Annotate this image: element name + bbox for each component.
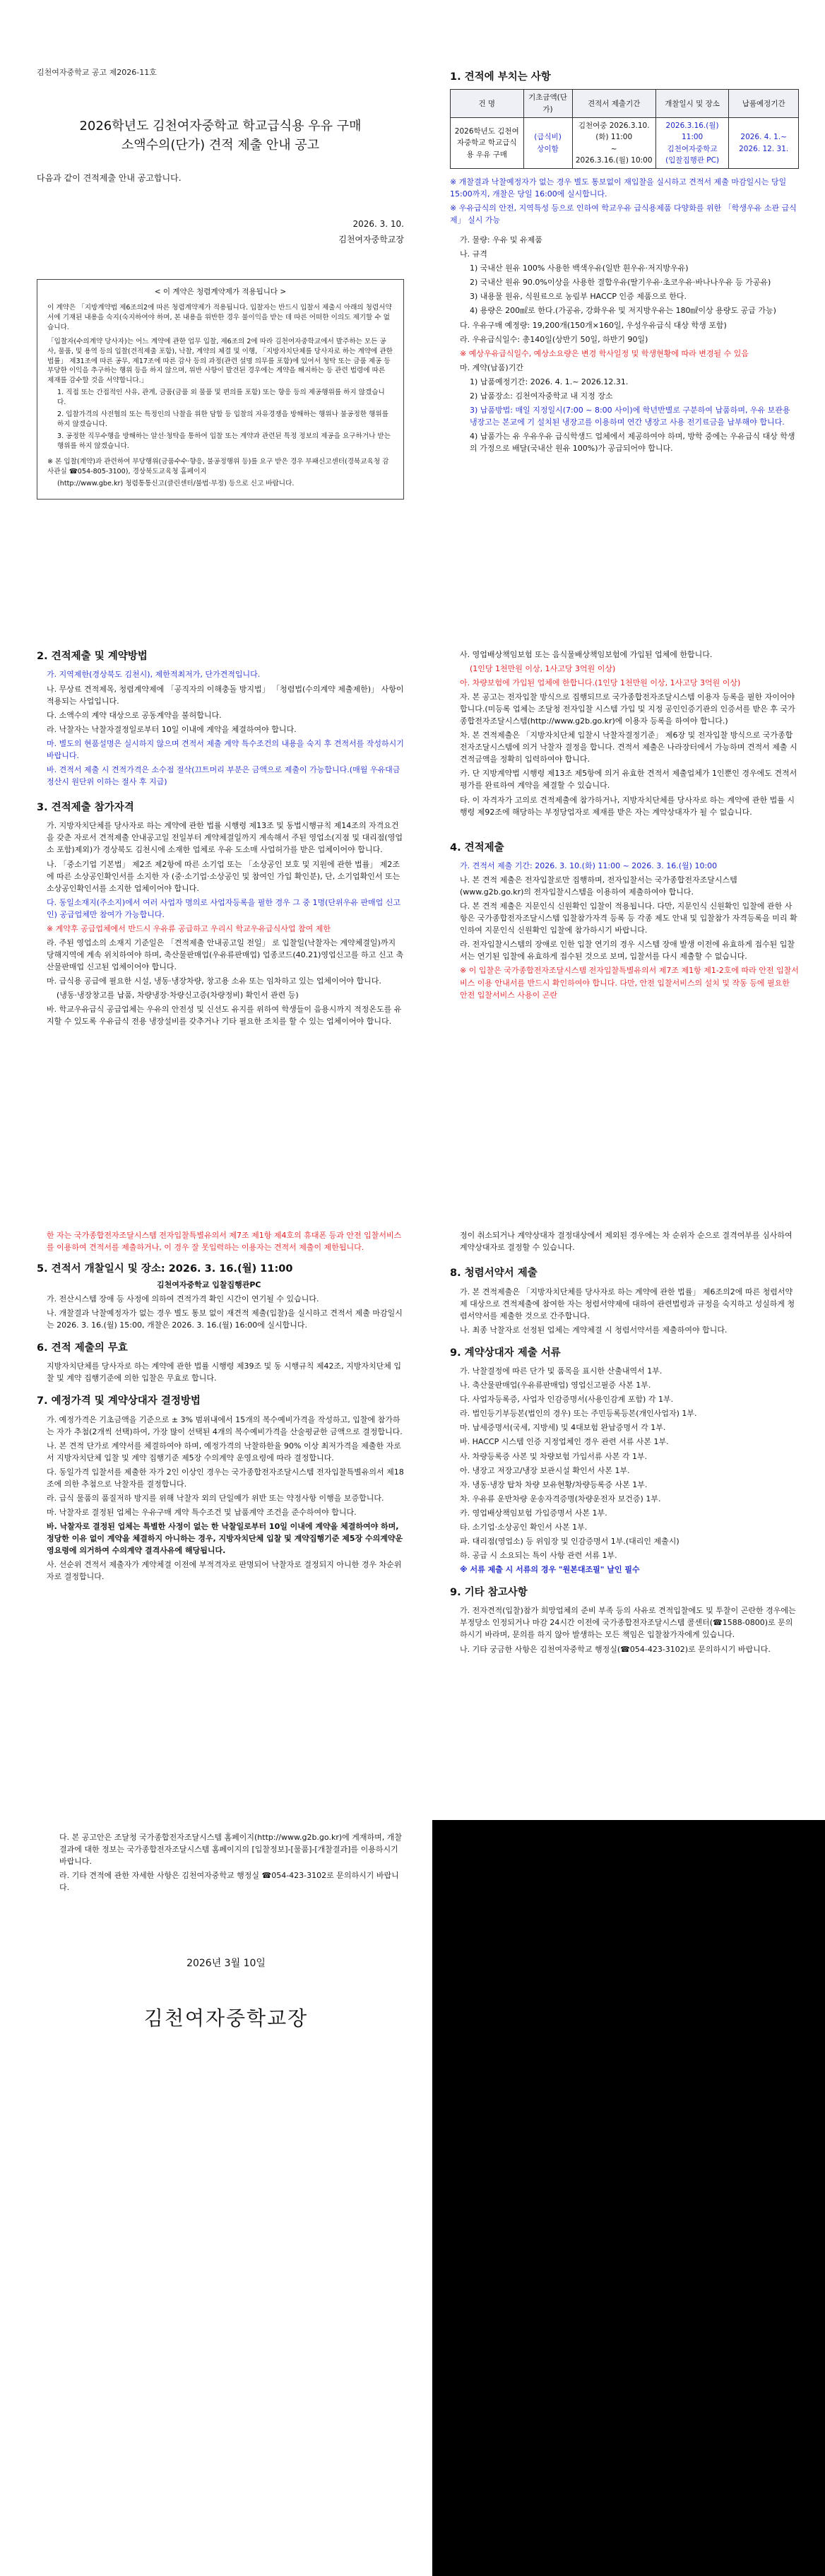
page2-left [37,649,404,1029]
page2-right [450,649,799,1003]
item-ma: 마. 계약(납품)기간 [460,362,523,372]
section-10-heading: 9. 기타 참고사항 [450,1586,528,1598]
qual-item: 사. 영업배상책임보험 또는 음식물배상책임보험에 가입된 업체에 한합니다. [460,650,713,659]
signature-date: 2026년 3월 10일 [186,1958,266,1970]
section-3-heading: 3. 견적제출 참가자격 [37,801,134,813]
contract-item: 3) 납품방법: 매일 지정일시(7:00 ~ 8:00 사이)에 학년반별로 구분하여 납품하며, 우유 보관용 냉장고는 본교에 기 설치된 냉장고를 이용하며 연간 냉장고 사용 전기료금을 납부해야 합니다. [470,405,790,427]
safety-continuation: 한 자는 국가종합전자조달시스템 전자입찰특별유의서 제7조 제1항 제4호의 휴대폰 등과 안전 입찰서비스를 이용하여 견적서를 제출하거나, 이 경우 잘 못입력하는 이용자는 견적서 제출이 제한됩니다. [47,1231,402,1253]
s7-continuation: 정이 취소되거나 계약상대자 결정대상에서 제외된 경우에는 차 순위자 순으로 결격여부를 심사하여 계약상대자로 결정할 수 있습니다. [460,1231,793,1253]
notice-star: (http://www.gbe.kr) 청렴통통신고(클린센터/불법·부정) 등으로 신고 바랍니다. [57,479,295,488]
s6-body: 지방자치단체를 당사자로 하는 계약에 관한 법률 시행령 제39조 및 동 시행규칙 제42조, 지방자치단체 입찰 및 계약 집행기준에 의한 입찰은 무효로 합니다. [47,1361,401,1383]
supply-note: ※ 우유급식의 안전, 지역특성 등으로 인하여 학교우유 급식용제품 다양화를 위한 「학생우유 소관 급식제」 실시 가능 [450,203,797,225]
s3-item: 바. 학교우유급식 공급업체는 우유의 안전성 및 신선도 유지를 위하여 학생들이 음용시까지 적정온도를 유지할 수 있도록 우유급식 전용 냉장설비를 갖추거나 기타 필요한 조치를 할 수 있는 업체이어야 합니다. [47,1005,402,1027]
s7-item: 사. 선순위 견적서 제출자가 계약체결 이전에 부적격자로 판명되어 낙찰자로 결정되지 아니한 경우 차순위자로 결정합니다. [47,1560,402,1582]
notice-item: 3. 공정한 직무수행을 방해하는 알선·청탁을 통하여 입찰 또는 계약과 관련된 특정 정보의 제공을 요구하거나 받는 행위를 하지 않겠습니다. [57,432,391,450]
cell-line: 2026.3.16.(월) 10:00 [575,155,653,165]
s2-item: 마. 별도의 현품설명은 실시하지 않으며 견적서 제출 계약 특수조건의 내용을 숙지 후 견적서를 작성하시기 바랍니다. [47,738,404,760]
s9-item: 라. 법인등기부등본(법인의 경우) 또는 주민등록등본(개인사업자) 1부. [460,1409,697,1419]
s4-item: 라. 전자입찰시스템의 장애로 인한 입찰 연기의 경우 시스템 장애 발생 이전에 유효하게 접수된 입찰서는 연기된 입찰에 유효하게 접수된 것으로 보며, 입찰서를 다시 제출할 수 없습니다. [460,940,795,962]
s4-item: 나. 본 견적 제출은 전자입찰로만 집행하며, 전자입찰서는 국가종합전자조달시스템(www.g2b.go.kr)의 전자입찰시스템을 이용하여 제출하여야 합니다. [460,875,737,897]
table-header: 견적서 제출기간 [572,90,655,118]
cell-line: (입찰집행관 PC) [665,155,720,165]
s9-item: 마. 납세증명서(국세, 지방세) 및 4대보험 완납증명서 각 1부. [460,1423,666,1433]
section-9-heading: 9. 계약상대자 제출 서류 [450,1347,561,1359]
qual-item: 타. 이 자격자가 고의로 견적제출에 참가하거나, 지방자치단체를 당사자로 하는 계약에 관한 법률 시행령 제92조에 해당하는 부정당업자로 제재를 받은 자는 계약상대자가 될 수 없습니다. [460,795,795,817]
integrity-notice-box [37,279,404,500]
s9-item: 가. 낙찰결정에 따른 단가 및 품목을 표시한 산출내역서 1부. [460,1366,663,1376]
s10-item: 가. 전자견적(입찰)참가 희망업체의 준비 부족 등의 사유로 견적입찰에도 및 투찰이 곤란한 경우에는 부정당소 인정되거나 마감 24시간 이전에 국가종합전자조달시스템 콜센터(☎1588-0800)로 문의하시기 바라며, 문의를 하지 않아 발생하는 모든 책임은 입찰참가자에게 있습니다. [460,1606,796,1640]
s9-item: 나. 축산물판매업(우유류판매업) 영업신고필증 사본 1부. [460,1381,651,1390]
contract-item: 4) 납품가는 유 우유우유 급식학생드 업체에서 제공하여야 하며, 방학 중에는 우유급식 대상 학생의 가정으로 배달(국내산 원유 100%)가 공급되어야 합니다. [470,431,795,453]
s7-item: 라. 급식 물품의 품질저하 방지를 위해 낙찰자 외의 단일예가 위반 또는 약정사항 이행을 보증합니다. [47,1494,384,1503]
signature-organization: 김천여자중학교장 [143,2006,309,2030]
table-cell [655,118,729,169]
table-header: 건 명 [451,90,524,118]
table-cell [523,118,572,169]
spec-item: 1) 국내산 원유 100% 사용한 백색우유(일반 흰우유·저지방우유) [470,264,689,273]
item-da: 다. 우유구매 예정량: 19,200개(150개×160일, 우성우유급식 대상 학생 포함) [460,320,727,330]
s9-item: 다. 사업자등록증, 사업자 인감증명서(사용인감계 포함) 각 1부. [460,1395,674,1405]
section-7-heading: 7. 예정가격 및 계약상대자 결정방법 [37,1395,201,1407]
s4-item: 다. 본 견적 제출은 지문인식 신원확인 입찰이 적용됩니다. 다만, 지문인식 신원확인 입찰에 관한 사항은 국가종합전자조달시스템 입찰참가자격 등록 등 각종 제도 안내 및 입찰참가 자격등록을 미리 확인하여 지문인식 신원확인 입찰에 참가하시기 바랍니다. [460,902,797,935]
s5-item: 가. 전산시스템 장애 등 사정에 의하여 견적가격 확인 시간이 연기될 수 있습니다. [47,1294,319,1304]
cell-line: 2026.3.16.(월) 11:00 [665,122,719,142]
item-ga: 가. 물량: 우유 및 유제품 [460,235,542,245]
s9-item: 사. 차량등록증 사본 및 차량보험 가입서류 사본 각 1부. [460,1451,648,1461]
s3-item: 마. 급식용 공급에 필요한 시설, 냉동·냉장차량, 창고용 소유 또는 임차하고 있는 업체이어야 합니다. [47,976,381,986]
s7-item: 가. 예정가격은 기초금액을 기준으로 ± 3% 범위내에서 15개의 복수예비가격을 작성하고, 입찰에 참가하는 자가 추첨(2개씩 선택)하여, 가장 많이 선택된 4개의 복수예비가격을 산술평균한 금액으로 결정합니다. [47,1414,403,1436]
s7-item: 나. 본 견적 단가로 계약서를 체결하여야 하며, 예정가격의 낙찰하한율 90% 이상 최저가격을 제출한 자로서 지방자치단체 입찰 및 계약 집행기준 제5장 수의계약 운영요령에 따라 결정합니다. [47,1441,401,1463]
s2-item: 다. 소액수의 계약 대상으로 공동계약을 불허합니다. [47,710,222,720]
table-row [451,118,799,169]
section-4-heading: 4. 견적제출 [450,841,504,853]
s8-item: 가. 본 견적제출은 「지방자치단체를 당사자로 하는 계약에 관한 법률」 제6조의2에 따른 청렴서약제 대상으로 견적제출에 참여한 자는 청렴서약제에 대하여 관련법령과 규정을 숙지하고 성실하게 청렴서약서를 제출한 것으로 간주합니다. [460,1287,795,1321]
cell-line: (급식비) [534,133,562,142]
section-6-heading: 6. 견적 제출의 무효 [37,1342,128,1354]
s9-item: 아. 냉장고 저장고/냉장 보관시설 확인서 사본 1부. [460,1465,630,1475]
schedule-table [450,89,799,169]
s4-warning: ※ 이 입찰은 국가종합전자조달시스템 전자입찰특별유의서 제7조 제1항 제1-2호에 따라 안전 입찰서비스 이용 안내서를 반드시 확인하여야 합니다. 다만, 안전 입찰서비스의 설치 및 작동 등에 필요한 안전 입찰서비스 사용이 곤란 [460,966,799,1000]
contract-item: 2) 납품장소: 김천여자중학교 내 지정 장소 [470,391,613,401]
item-na: 나. 규격 [460,249,487,259]
title-line-2: 소액수의(단가) 견적 제출 안내 공고 [121,138,320,153]
notice-item: 1. 직접 또는 간접적인 사유, 관계, 금품(금품 외 물품 및 편의를 포함) 또는 향응 등의 제공행위를 하지 않겠습니다. [57,389,385,407]
cell-line: ~ [610,144,617,153]
qual-item: (1인당 1천만원 이상, 1사고당 3억원 이상) [470,664,616,674]
s7-item: 다. 동일가격 입찰서를 제출한 자가 2인 이상인 경우는 국가종합전자조달시스템 전자입찰특별유의서 제18조에 의한 추첨으로 낙찰자를 결정합니다. [47,1467,404,1489]
notice-star: ※ 본 입찰(계약)과 관련하여 부당행위(금품수수·향응, 불공정행위 등)를 요구 받은 경우 부패신고센터(경북교육청 감사관실 ☎054-805-3100), 경상북도교육청 홈페이지 [47,457,389,475]
item-ra: 라. 우유급식일수: 총140일(상반기 50일, 하반기 90일) [460,334,648,344]
qual-item: 자. 본 공고는 전자입찰 방식으로 집행되므로 국가종합전자조달시스템 이용자 등록을 필한 자이어야 합니다.(미등록 업체는 조달청 전자입찰 시스템 가입 및 지정 공인인증기관의 인증서를 받은 후 국가종합전자조달시스템(http://www.g2b.go.kr)에 이용자 등록을 하여야 합니다.) [460,692,795,726]
section-5-heading: 5. 견적서 개찰일시 및 장소: 2026. 3. 16.(월) 11:00 [37,1263,293,1275]
section-1-heading: 1. 견적에 부치는 사항 [450,71,551,83]
section-2-heading: 2. 견적제출 및 계약방법 [37,651,148,662]
s3-item: 나. 「중소기업 기본법」 제2조 제2항에 따른 소기업 또는 「소상공인 보호 및 지원에 관한 법률」 제2조에 따른 소상공인확인서를 소지한 자 (중·소기업·소상공인 및 참여인 가입 확인분), 단, 소기업확인서 또는 소상공인확인서를 소지한 업체이어야 합니다. [47,859,400,893]
blank-page-area [432,1820,825,2576]
contract-item: 1) 납품예정기간: 2026. 4. 1.~ 2026.12.31. [470,377,629,386]
s9-item: 차. 우유류 운반차량 운송자격증명(차량운전자 보건증) 1부. [460,1494,661,1503]
table-header: 납품예정기간 [729,90,799,118]
s4-period: 가. 견적서 제출 기간: 2026. 3. 10.(화) 11:00 ~ 2026. 3. 16.(월) 10:00 [460,861,718,871]
footer-note: 다. 본 공고안은 조달청 국가종합전자조달시스템 홈페이지(http://www.g2b.go.kr)에 게재하며, 개찰결과에 대한 정보는 국가종합전자조달시스템 홈페이지의 [입찰정보]-[물품]-[개찰결과]를 이용하시기 바랍니다. [59,1833,402,1867]
s3-item: 라. 주된 영업소의 소재지 기준일은 「견적제출 안내공고일 전일」 로 입찰일(낙찰자는 계약체결일)까지 당해지역에 계속 위치하여야 하며, 축산물판매업(우유류판매업) 업종코드(40.21)영업신고를 하고 신고 축산물판매업 신고된 업체이어야 합니다. [47,938,404,971]
s3-item: 다. 동일소재지(주소지)에서 여러 사업자 명의로 사업자등록을 필한 경우 그 중 1명(단위우유 판매업 신고인) 공급업체만 참여가 가능합니다. [47,897,400,919]
s5-item: 나. 개찰결과 낙찰예정자가 없는 경우 별도 통보 없이 재견적 제출(입찰)을 실시하고 견적서 제출 마감일시는 2026. 3. 16.(월) 15:00, 개찰은 2026. 3. 16.(월) 16:00에 실시합니다. [47,1308,403,1330]
s8-item: 나. 최종 낙찰자로 선정된 업체는 계약체결 시 청렴서약서를 제출하여야 합니다. [460,1325,728,1335]
page4-left [49,1831,403,2033]
s2-item: 바. 견적서 제출 시 견적가격은 소수점 절삭(끄트머리 부분은 금액으로 제출이 가능합니다.(매월 우유대금 정산시 원단위 이하는 절사 후 지급) [47,764,400,786]
table-cell: 2026학년도 김천여자중학교 학교급식용 우유 구매 [451,118,524,169]
s7-item: 마. 낙찰자로 결정된 업체는 우유구매 계약 특수조건 및 납품계약 조건을 준수하여야 합니다. [47,1508,357,1518]
document-number: 김천여자중학교 공고 제2026-11호 [37,68,157,77]
spec-item: 2) 국내산 원유 90.0%이상을 사용한 결합우유(딸기우유·초코우유·바나나우유 등 가공유) [470,278,771,288]
s2-item: 라. 낙찰자는 낙찰자결정일로부터 10일 이내에 계약을 체결하여야 합니다. [47,724,297,734]
s2-item: 나. 무상료 견적제목, 청렴계약제에 「공직자의 이해충돌 방지법」 「청렴법(수의계약 제출제한)」 사항이 적용되는 사업입니다. [47,684,404,706]
estimate-warning: ※ 예상우유급식일수, 예상소요량은 변경 학사일정 및 학생현황에 따라 변경될 수 있음 [460,348,749,358]
notice-paragraph: 이 계약은 「지방계약법 제6조의2에 따른 청렴계약제가 적용됩니다. 입찰자는 반드시 입찰서 제출시 아래의 청렴서약서에 기재된 내용을 숙지(숙지하여야 하며, 본 내용을 위반한 경우 불이익을 받는 데 따른 어떠한 이의도 제기할 수 없습니다. [47,304,392,331]
page-title [37,117,404,155]
s9-item: 바. HACCP 시스템 인증 지정업체인 경우 관련 서류 사본 1부. [460,1437,669,1447]
notice-heading: < 이 계약은 청렴계약제가 적용됩니다 > [154,287,287,296]
rebid-note: ※ 개찰결과 낙찰예정자가 없는 경우 별도 통보없이 재입찰을 실시하고 견적서 제출 마감일시는 당일 15:00까지, 개찰은 당일 16:00에 실시합니다. [450,177,787,199]
table-cell [572,118,655,169]
cell-line: 김천여중 2026.3.10.(화) 11:00 [578,122,650,142]
spec-item: 3) 내용물 원유, 식원료으로 농림부 HACCP 인증 제품으로 한다. [470,292,687,302]
page3-left [37,1229,404,1585]
page1-right [450,69,799,456]
table-header-row [451,90,799,118]
notice-item: 2. 입찰가격의 사전협의 또는 특정인의 낙찰을 위한 담합 등 입찰의 자유경쟁을 방해하는 행위나 불공정한 행위를 하지 않겠습니다. [57,410,388,429]
s10-item: 나. 기타 궁금한 사항은 김천여자중학교 행정실(☎054-423-3102)로 문의하시기 바랍니다. [460,1644,771,1654]
s3-item: (냉동·냉장창고를 납품, 차량냉장·차량신고증(차량정비) 확인서 관련 등) [57,990,299,1000]
table-cell [729,118,799,169]
table-header: 기초금액(단가) [523,90,572,118]
cell-line: 김천여자중학교 [667,144,718,153]
footer-note: 라. 기타 견적에 관한 자세한 사항은 김천여자중학교 행정실 ☎054-423-3102로 문의하시기 바랍니다. [59,1871,399,1893]
s9-item: 카. 영업배상책임보험 가입증명서 사본 1부. [460,1508,607,1518]
s5-place: 김천여자중학교 입찰집행관PC [157,1280,261,1289]
intro-text: 다음과 같이 견적제출 안내 공고합니다. [37,173,182,184]
s3-warning: ※ 계약후 공급업체에서 반드시 우유류 공급하고 우리시 학교우유급식사업 참여 제한 [47,923,331,933]
cell-line: 2026. 12. 31. [739,144,789,153]
spec-item: 4) 용량은 200㎖로 한다.(가공유, 강화우유 및 저지방우유는 180㎖이상 용량도 공급 가능) [470,306,776,316]
page1-left [37,66,404,500]
page3-right [450,1229,799,1658]
section-8-heading: 8. 청렴서약서 제출 [450,1268,538,1280]
cell-line: 2026. 4. 1.~ [740,133,787,142]
s9-note: ※ 서류 제출 시 서류의 경우 "원본대조필" 날인 필수 [460,1564,640,1574]
title-line-1: 2026학년도 김천여자중학교 학교급식용 우유 구매 [79,119,362,134]
s9-item: 자. 냉동·냉장 탑차 차량 보유현황/차량등록증 사본 1부. [460,1479,648,1489]
s9-item: 하. 공급 시 소요되는 특이 사항 관련 서류 1부. [460,1550,617,1560]
table-header: 개찰일시 및 장소 [655,90,729,118]
s2-item: 가. 지역제한(경상북도 김천시), 제한적최저가, 단가견적입니다. [47,670,261,680]
cell-line: 상이함 [537,144,559,153]
principal-name: 김천여자중학교장 [338,235,404,245]
qual-item: 아. 차량보험에 가입된 업체에 한합니다.(1인당 1천만원 이상, 1사고당 3억원 이상) [460,678,741,688]
s7-item: 바. 낙찰자로 결정된 업체는 특별한 사정이 없는 한 낙찰일로부터 10일 이내에 계약을 체결하여야 하며, 정당한 이유 없이 계약을 체결하지 아니하는 경우, 지방자치단체 입찰 및 계약집행기준 제5장 수의계약운영요령에 의거하여 수의계약 결격사유에 해당됩니다. [47,1522,403,1556]
s3-item: 가. 지방자치단체를 당사자로 하는 계약에 관한 법률 시행령 제13조 및 동법시행규칙 제14조의 자격요건을 갖춘 자로서 견적제출 안내공고일 전일부터 계약체결일까지 계속해서 주된 영업소(지점 및 대리점(영업소 포함)제외)가 경상북도 김천시에 소재한 업체로 우유 도소매 사업허가를 받은 업체이어야 합니다. [47,821,403,855]
qual-item: 차. 본 견적제출은 「지방자치단체 입찰시 낙찰자결정기준」 제6장 및 전자입찰 방식으로 국가종합전자조달시스템에 의거 낙찰자 결정을 합니다. 견적서 제출은 나라장터에서 가능하며 견적서 제출 시 견적금액을 정확히 입력하여야 합니다. [460,731,797,764]
announce-date: 2026. 3. 10. [352,218,404,229]
s9-item: 파. 대리점(영업소) 등 위임장 및 인감증명서 1부.(대리인 제출시) [460,1536,679,1546]
qual-item: 카. 단 지방계약법 시행령 제13조 제5항에 의거 유효한 견적서 제출업체가 1인뿐인 경우에도 견적서 평가를 완료하여 계약을 체결할 수 있습니다. [460,769,797,791]
s9-item: 타. 소기업·소상공인 확인서 사본 1부. [460,1522,588,1532]
notice-paragraph: 「입찰자(수의계약 당사자)는 어느 계약에 관한 업무 입찰, 제6조의 2에 따라 김천여자중학교에서 발주하는 모든 공사, 물품, 및 용역 등의 입찰(견적제출 포함), 낙찰, 계약의 체결 및 이행, 「지방자치단체를 당사자로 하는 계약에 관한 법률」 제31조에 따른 공무, 제17조에 따른 감사 등의 과정(관련 설명 의무를 포함)에 있어서 청탁 또는 금품 제공 등 부당한 이익을 추구하는 행위 등을 하지 않으며, 위반 사항이 발견된 경우에는 계약을 해지하는 등 관련 법령에 따른 제재를 감수할 것을 서약합니다.」 [47,337,393,385]
